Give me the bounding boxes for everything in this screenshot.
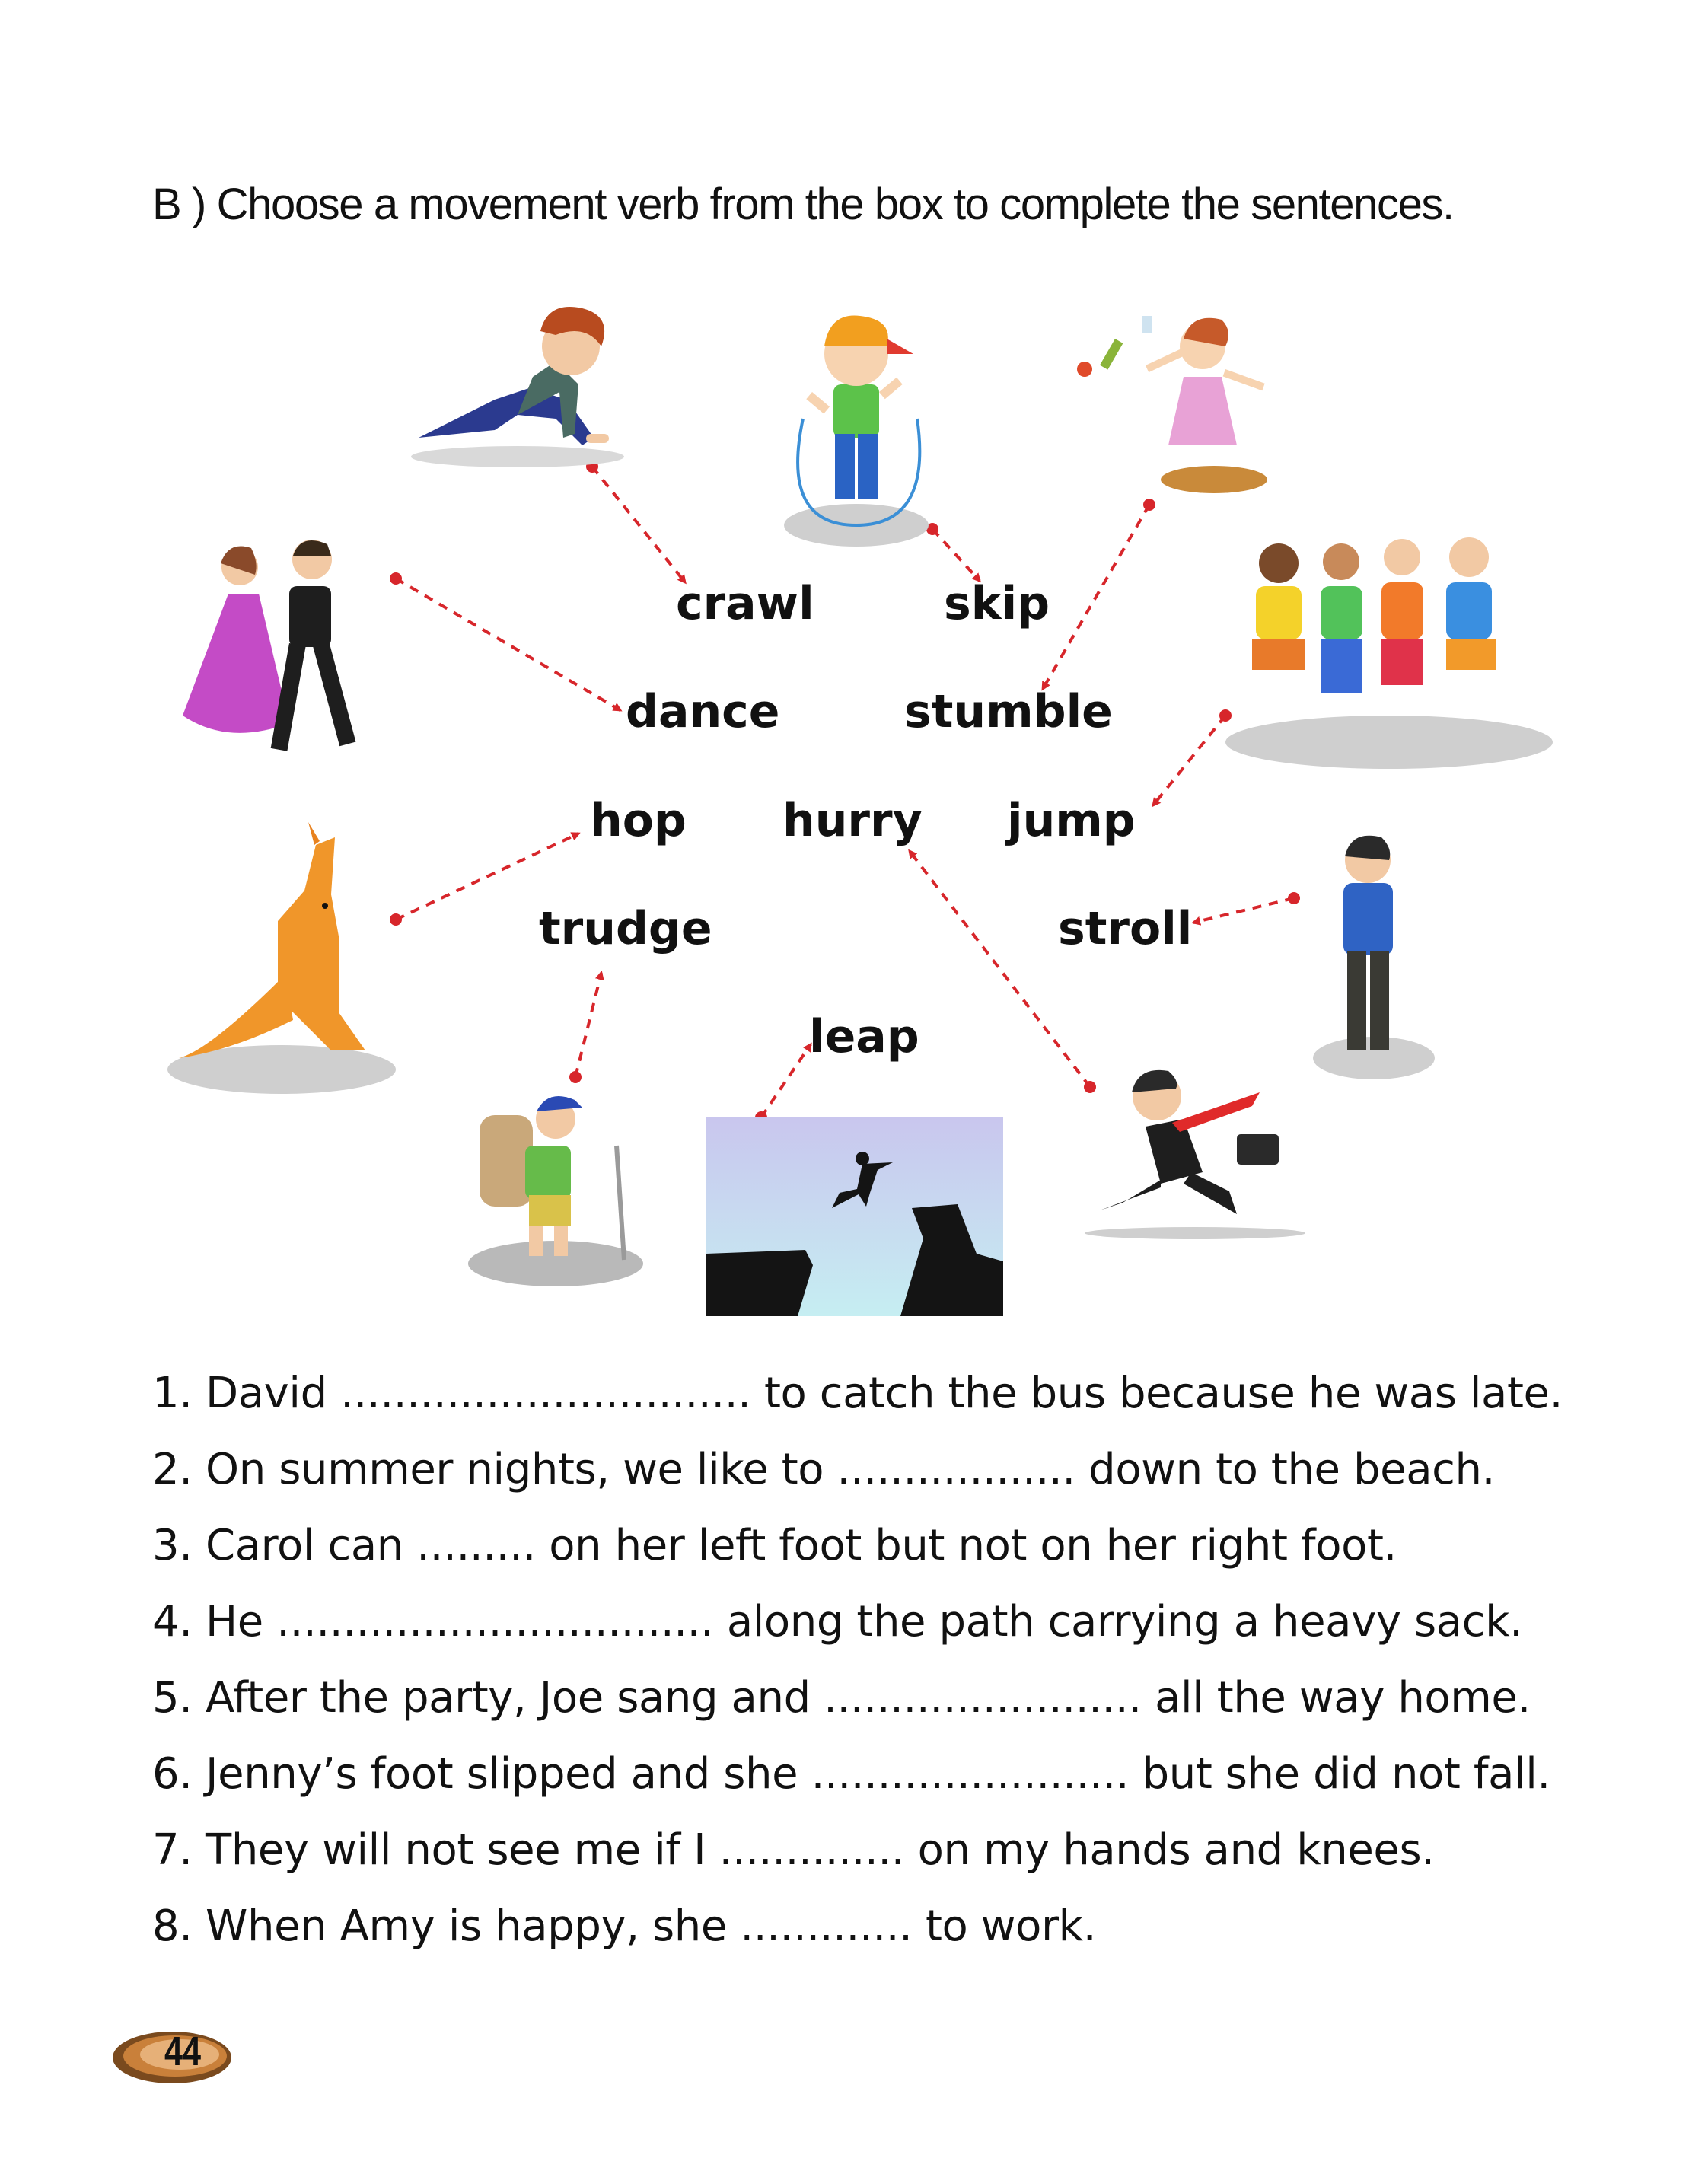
verb-leap: leap bbox=[809, 1010, 919, 1063]
exercise-instruction: B ) Choose a movement verb from the box to complete the sentences. bbox=[152, 180, 1454, 229]
trudging-hiker-illustration bbox=[464, 1077, 647, 1290]
verb-skip: skip bbox=[944, 577, 1050, 630]
hurrying-businessman-illustration bbox=[1077, 1062, 1305, 1245]
sentence-6: 6. Jenny’s foot slipped and she ........................ but she did not fall. bbox=[152, 1749, 1550, 1799]
verb-crawl: crawl bbox=[676, 577, 814, 630]
verb-stroll: stroll bbox=[1058, 902, 1193, 955]
sentence-1: 1. David ............................... to catch the bus because he was late. bbox=[152, 1369, 1563, 1418]
crawling-boy-illustration bbox=[403, 301, 624, 476]
verb-trudge: trudge bbox=[539, 902, 712, 955]
arrow-jump bbox=[1153, 716, 1225, 805]
stumbling-girl-illustration bbox=[1069, 293, 1279, 495]
verb-dance: dance bbox=[626, 685, 780, 738]
jumping-friends-illustration bbox=[1225, 525, 1564, 776]
sentence-7: 7. They will not see me if I .............. on my hands and knees. bbox=[152, 1825, 1435, 1875]
page-number: 44 bbox=[164, 2029, 202, 2074]
arrow-leap bbox=[761, 1044, 811, 1117]
arrow-dance bbox=[396, 579, 620, 710]
arrow-stroll bbox=[1193, 898, 1294, 923]
verb-jump: jump bbox=[1007, 794, 1136, 847]
strolling-boy-illustration bbox=[1298, 826, 1435, 1081]
sentence-4: 4. He ................................. along the path carrying a heavy sack. bbox=[152, 1597, 1523, 1646]
sentence-2: 2. On summer nights, we like to .................. down to the beach. bbox=[152, 1445, 1495, 1494]
verb-stumble: stumble bbox=[904, 685, 1113, 738]
sentence-3: 3. Carol can ......... on her left foot but not on her right foot. bbox=[152, 1521, 1397, 1570]
kangaroo-illustration bbox=[164, 822, 400, 1096]
arrow-stumble bbox=[1043, 505, 1149, 689]
verb-hurry: hurry bbox=[782, 794, 923, 847]
arrow-trudge bbox=[575, 973, 601, 1077]
dancing-couple-illustration bbox=[175, 525, 396, 769]
arrow-hurry bbox=[910, 851, 1090, 1087]
skipping-boy-illustration bbox=[773, 297, 948, 548]
arrow-crawl bbox=[592, 467, 685, 582]
sentence-5: 5. After the party, Joe sang and ........................ all the way home. bbox=[152, 1673, 1531, 1723]
sentence-8: 8. When Amy is happy, she ............. to work. bbox=[152, 1901, 1097, 1951]
leaping-person-illustration bbox=[706, 1117, 1003, 1316]
verb-hop: hop bbox=[590, 794, 687, 847]
